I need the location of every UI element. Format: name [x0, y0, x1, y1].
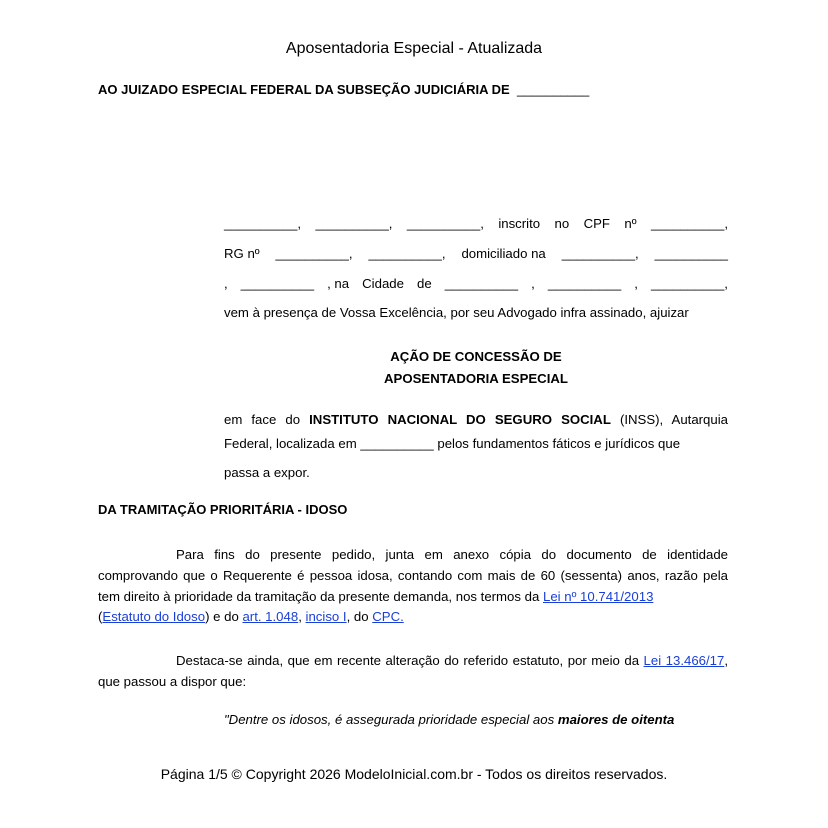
link-lei-10741[interactable]: Lei nº 10.741/2013 [542, 588, 654, 604]
link-cpc[interactable]: CPC. [372, 609, 404, 625]
qualification-token: , [531, 276, 535, 291]
amendment-tail: , que passou a dispor que: [98, 653, 728, 689]
court-addressee-text: AO JUIZADO ESPECIAL FEDERAL DA SUBSEÇÃO JUDICIÁRIA DE [98, 82, 510, 97]
defendant-line-3: passa a expor. [224, 465, 310, 480]
qualification-line-2 [224, 246, 728, 261]
page-footer: Página 1/5 © Copyright 2026 ModeloInicial.com.br - Todos os direitos reservados. [160, 766, 668, 782]
link-estatuto-idoso[interactable]: Estatuto do Idoso [102, 609, 206, 625]
qualification-token: __________ [240, 276, 315, 291]
court-blank: __________ [516, 82, 590, 97]
link-lei-13466[interactable]: Lei 13.466/17 [643, 653, 725, 668]
quote-line [224, 712, 728, 727]
qualification-token: __________, [315, 216, 393, 231]
qualification-token: Cidade [362, 276, 404, 291]
defendant-pre: em face do [224, 412, 301, 427]
action-title-line-2: APOSENTADORIA ESPECIAL [384, 371, 568, 386]
qualification-token: nº [624, 216, 637, 231]
qualification-token: , [634, 276, 638, 291]
qualification-token: __________, [275, 246, 353, 261]
amendment-paragraph [98, 651, 728, 693]
qualification-token: __________, [224, 216, 302, 231]
qualification-token: RG nº [224, 246, 260, 261]
qualification-line-4: vem à presença de Vossa Excelência, por seu Advogado infra assinado, ajuizar [224, 305, 689, 320]
priority-paragraph: Para fins do presente pedido, junta em anexo cópia do documento de identidade comprovando que o Requerente é pessoa idosa, contando com mais de 60 (sessenta) anos, razão pela tem direito à prioridade da tramitação da presente demanda, nos termos da Lei nº 10.741/2013 (Estatuto do Idoso) e do art. 1.048, inciso I, do CPC. [98, 547, 728, 625]
defendant-post: (INSS), Autarquia Federal, localizada em [224, 412, 728, 451]
link-inciso-i[interactable]: inciso I [305, 609, 347, 625]
defendant-entity: INSTITUTO NACIONAL DO SEGURO SOCIAL [309, 412, 611, 427]
qualification-token: , [224, 276, 228, 291]
court-addressee [98, 82, 589, 97]
qualification-token: de [417, 276, 432, 291]
page-header-title: Aposentadoria Especial - Atualizada [285, 40, 543, 57]
qualification-token: __________, [650, 276, 728, 291]
defendant-blank: __________ [360, 435, 434, 451]
qualification-token: no [554, 216, 570, 231]
defendant-tail: pelos fundamentos fáticos e jurídicos que [437, 435, 681, 451]
qualification-token: __________, [368, 246, 446, 261]
qualification-line-1 [224, 216, 728, 231]
priority-text: Para fins do presente pedido, junta em anexo cópia do documento de identidade comprovando que o Requerente é pessoa idosa, contando com mais de 60 (sessenta) anos, razão pela tem direito à prioridade da tramitação da presente demanda, nos termos da [98, 547, 728, 604]
quote-bold: maiores de oitenta [557, 712, 675, 727]
action-title [224, 346, 728, 390]
qualification-line-3 [224, 276, 728, 291]
link-art-1048[interactable]: art. 1.048 [242, 609, 299, 625]
action-title-line-1: AÇÃO DE CONCESSÃO DE [390, 349, 562, 364]
qualification-token: , na [327, 276, 350, 291]
qualification-token: __________ [547, 276, 622, 291]
defendant-paragraph [224, 408, 728, 485]
qualification-token: __________, [561, 246, 639, 261]
qualification-token: __________ [444, 276, 519, 291]
qualification-token: __________, [406, 216, 484, 231]
quote-text: "Dentre os idosos, é assegurada prioridade especial aos [224, 712, 555, 727]
qualification-token: CPF [583, 216, 610, 231]
qualification-token: __________ [654, 246, 728, 261]
qualification-token: domiciliado na [461, 246, 546, 261]
amendment-text: Destaca-se ainda, que em recente alteração do referido estatuto, por meio da [176, 653, 640, 668]
qualification-token: __________, [650, 216, 728, 231]
qualification-token: inscrito [498, 216, 541, 231]
section-title: DA TRAMITAÇÃO PRIORITÁRIA - IDOSO [98, 502, 348, 517]
